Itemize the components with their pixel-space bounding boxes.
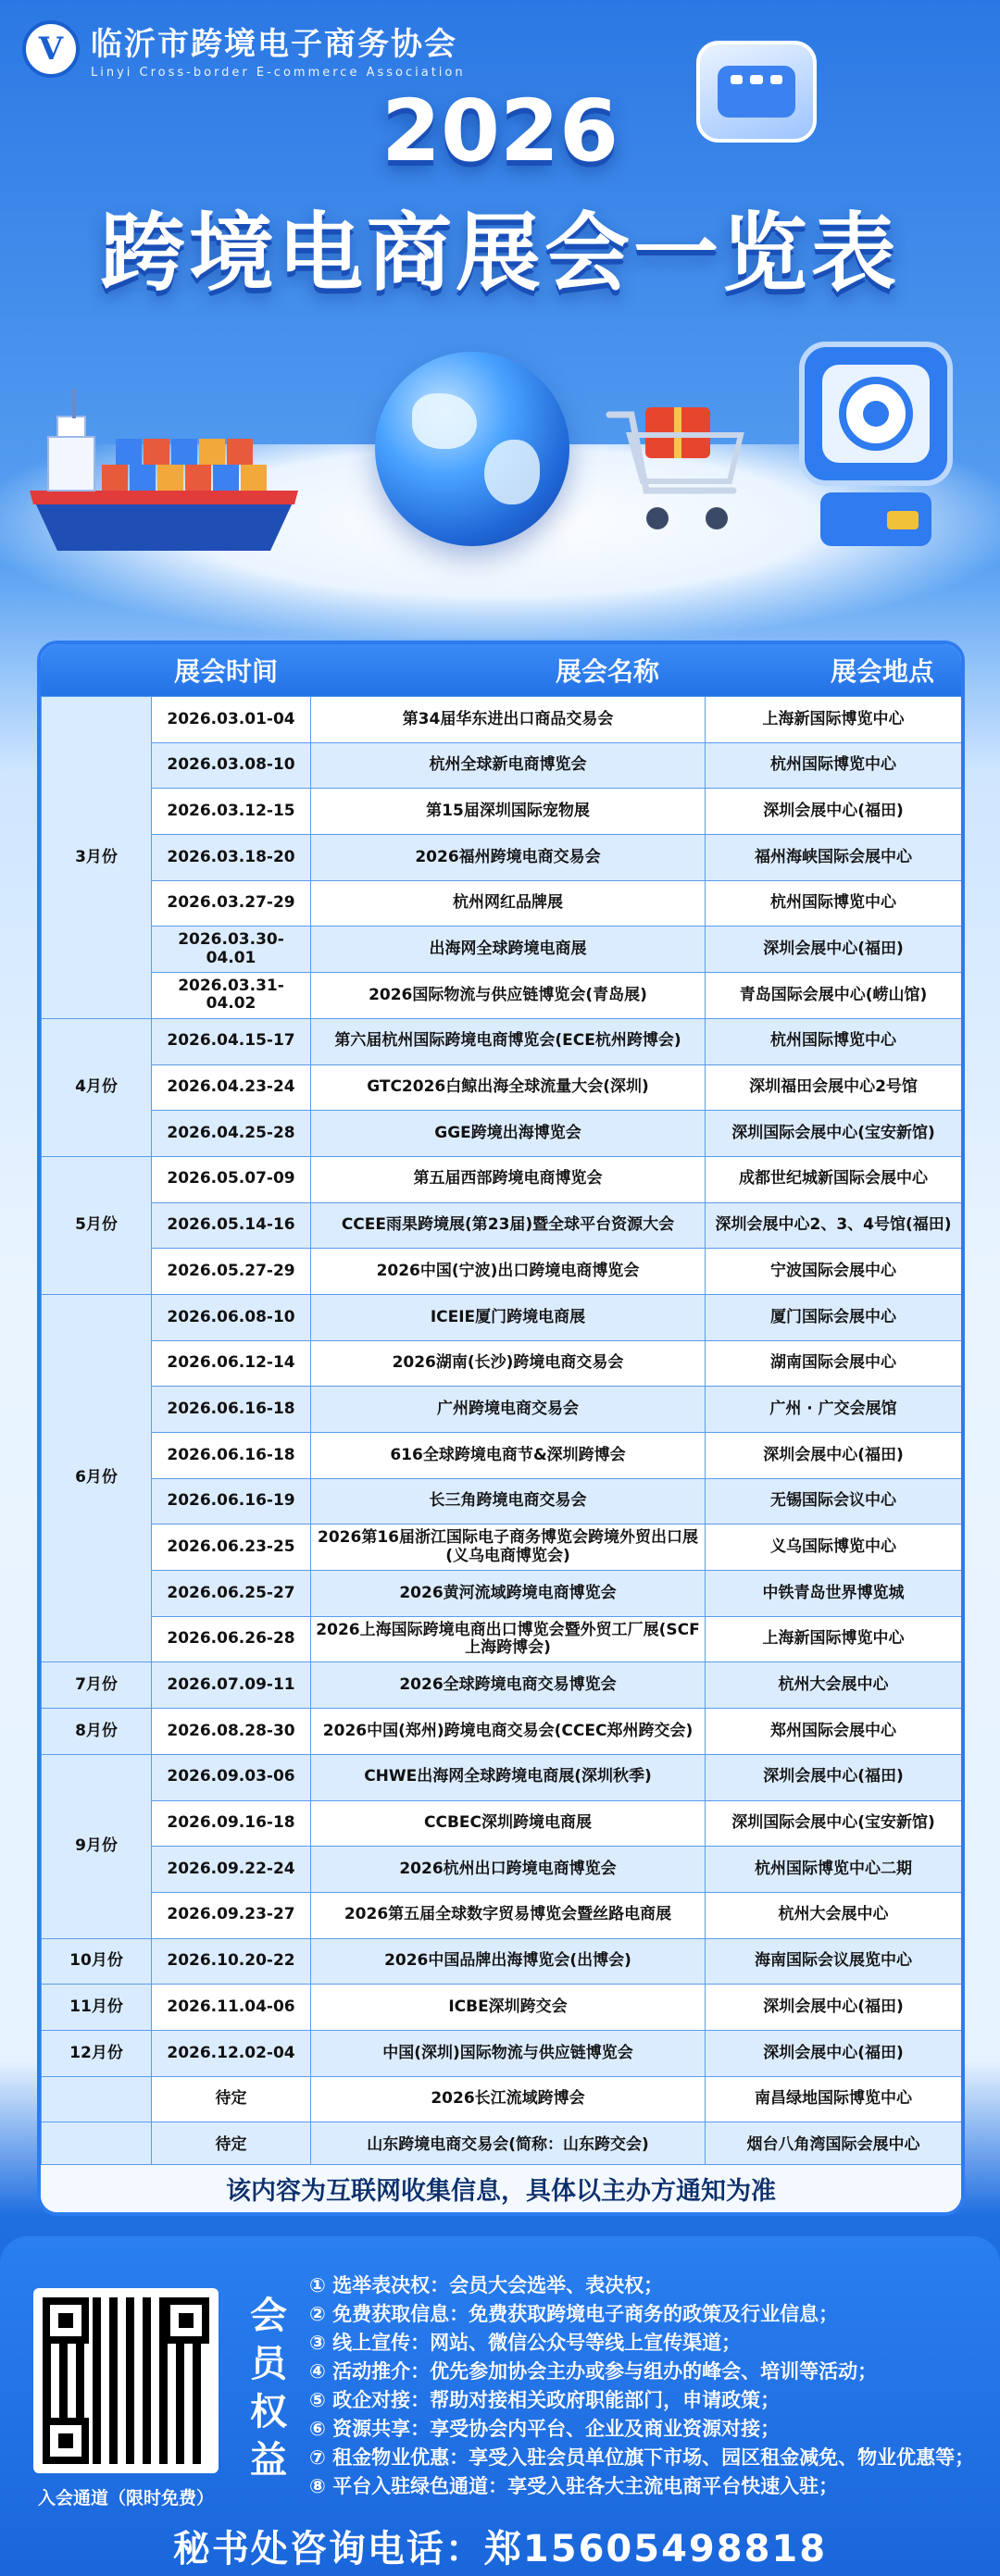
location-cell: 成都世纪城新国际会展中心 [706,1156,962,1202]
name-cell: 中国(深圳)国际物流与供应链博览会 [311,2030,706,2076]
header-name: 展会名称 [555,656,659,687]
date-cell: 待定 [152,2076,311,2122]
date-cell: 2026.12.02-04 [152,2030,311,2076]
date-cell: 待定 [152,2122,311,2169]
name-cell: 2026第16届浙江国际电子商务博览会跨境外贸出口展(义乌电商博览会) [311,1524,706,1571]
table-header [41,644,961,696]
header-time: 展会时间 [173,656,278,687]
name-cell: 出海网全球跨境电商展 [311,927,706,973]
table-row [42,1524,962,1571]
date-cell: 2026.06.16-18 [152,1433,311,1479]
table-row [42,742,962,789]
name-cell: 2026中国(宁波)出口跨境电商博览会 [311,1249,706,1295]
date-cell: 2026.06.08-10 [152,1294,311,1340]
table-row [42,1156,962,1202]
name-cell: 2026上海国际跨境电商出口博览会暨外贸工厂展(SCF上海跨博会) [311,1616,706,1662]
poster-header [0,0,1000,639]
month-cell: 8月份 [42,1709,152,1755]
location-cell: 杭州国际博览中心二期 [706,1847,962,1893]
benefit-title: 会 员 权 益 [250,2295,287,2482]
table-body [41,696,961,2169]
table-row [42,697,962,743]
location-cell: 深圳会展中心(福田) [706,1754,962,1800]
location-cell: 杭州国际博览中心 [706,742,962,789]
table-row [42,1709,962,1755]
name-cell: 2026福州跨境电商交易会 [311,835,706,881]
location-cell: 湖南国际会展中心 [706,1340,962,1387]
location-cell: 深圳会展中心(福田) [706,1985,962,2031]
date-cell: 2026.05.27-29 [152,1249,311,1295]
benefit-item: ⑤ 政企对接：帮助对接相关政府职能部门，申请政策； [309,2389,781,2411]
table-row [42,1111,962,1157]
month-cell: 7月份 [42,1662,152,1709]
benefit-item: ④ 活动推介：优先参加协会主办或参与组办的峰会、培训等活动； [309,2360,878,2383]
globe-icon [375,352,569,546]
exhibition-table [37,641,965,2216]
location-cell: 上海新国际博览中心 [706,1616,962,1662]
date-cell: 2026.07.09-11 [152,1662,311,1709]
association-logo-icon: V [22,20,80,78]
name-cell: 杭州网红品牌展 [311,880,706,927]
location-cell: 深圳会展中心(福田) [706,789,962,835]
name-cell: 2026全球跨境电商交易博览会 [311,1662,706,1709]
name-cell: 616全球跨境电商节&深圳跨博会 [311,1433,706,1479]
date-cell: 2026.05.07-09 [152,1156,311,1202]
month-cell: 6月份 [42,1294,152,1662]
location-cell: 烟台八角湾国际会展中心 [706,2122,962,2169]
cargo-ship-icon [20,380,326,565]
org-name-en: Linyi Cross-border E-commerce Association [91,66,466,80]
name-cell: 2026国际物流与供应链博览会(青岛展) [311,973,706,1019]
location-cell: 深圳福田会展中心2号馆 [706,1064,962,1111]
table-row [42,835,962,881]
month-cell [42,2076,152,2122]
name-cell: 2026第五届全球数字贸易博览会暨丝路电商展 [311,1892,706,1938]
month-cell [42,2122,152,2169]
name-cell: 2026杭州出口跨境电商博览会 [311,1847,706,1893]
table-row [42,1433,962,1479]
table-row [42,2030,962,2076]
month-cell: 11月份 [42,1985,152,2031]
benefit-item: ⑥ 资源共享：享受协会内平台、企业及商业资源对接； [309,2418,781,2440]
table-row [42,1662,962,1709]
table-row [42,880,962,927]
robot-terminal-icon [783,335,969,557]
benefit-item: ③ 线上宣传：网站、微信公众号等线上宣传渠道； [309,2332,742,2354]
table-row [42,1387,962,1433]
location-cell: 海南国际会议展览中心 [706,1938,962,1985]
date-cell: 2026.06.16-18 [152,1387,311,1433]
month-cell: 5月份 [42,1156,152,1294]
exhibition-grid [41,696,962,2169]
location-cell: 上海新国际博览中心 [706,697,962,743]
name-cell: ICBE深圳跨交会 [311,1985,706,2031]
table-row [42,973,962,1019]
name-cell: CCEE雨果跨境展(第23届)暨全球平台资源大会 [311,1202,706,1249]
location-cell: 青岛国际会展中心(崂山馆) [706,973,962,1019]
date-cell: 2026.03.31-04.02 [152,973,311,1019]
benefit-item: ⑦ 租金物业优惠：享受入驻会员单位旗下市场、园区租金减免、物业优惠等； [309,2446,975,2469]
month-cell: 3月份 [42,697,152,1019]
name-cell: 山东跨境电商交易会(简称：山东跨交会) [311,2122,706,2169]
date-cell: 2026.03.30-04.01 [152,927,311,973]
shopping-cart-icon [604,389,752,546]
name-cell: 广州跨境电商交易会 [311,1387,706,1433]
table-row [42,2076,962,2122]
location-cell: 杭州国际博览中心 [706,880,962,927]
month-cell: 4月份 [42,1018,152,1156]
table-row [42,1202,962,1249]
org-name-cn: 临沂市跨境电子商务协会 [91,26,457,63]
membership-qr-code[interactable] [33,2288,219,2473]
date-cell: 2026.09.22-24 [152,1847,311,1893]
location-cell: 深圳国际会展中心(宝安新馆) [706,1111,962,1157]
table-row [42,1847,962,1893]
name-cell: 2026中国品牌出海博览会(出博会) [311,1938,706,1985]
benefit-item: ② 免费获取信息：免费获取跨境电子商务的政策及行业信息； [309,2303,839,2325]
date-cell: 2026.04.23-24 [152,1064,311,1111]
table-row [42,1754,962,1800]
location-cell: 厦门国际会展中心 [706,1294,962,1340]
table-row [42,1340,962,1387]
location-cell: 无锡国际会议中心 [706,1478,962,1524]
table-row [42,1800,962,1847]
name-cell: 第15届深圳国际宠物展 [311,789,706,835]
disclaimer-notice: 该内容为互联网收集信息，具体以主办方通知为准 [41,2164,961,2212]
benefit-item: ① 选举表决权：会员大会选举、表决权； [309,2274,664,2296]
name-cell: 长三角跨境电商交易会 [311,1478,706,1524]
name-cell: 第34届华东进出口商品交易会 [311,697,706,743]
name-cell: 2026长江流域跨博会 [311,2076,706,2122]
location-cell: 深圳国际会展中心(宝安新馆) [706,1800,962,1847]
location-cell: 南昌绿地国际博览中心 [706,2076,962,2122]
table-row [42,1938,962,1985]
location-cell: 杭州大会展中心 [706,1892,962,1938]
table-row [42,1985,962,2031]
name-cell: GGE跨境出海博览会 [311,1111,706,1157]
date-cell: 2026.10.20-22 [152,1938,311,1985]
date-cell: 2026.04.25-28 [152,1111,311,1157]
date-cell: 2026.06.23-25 [152,1524,311,1571]
name-cell: 2026湖南(长沙)跨境电商交易会 [311,1340,706,1387]
header-location: 展会地点 [830,656,934,687]
association-logo-block [22,19,466,80]
title-year: 2026 [381,81,619,180]
month-cell: 12月份 [42,2030,152,2076]
table-row [42,789,962,835]
table-row [42,1018,962,1064]
location-cell: 杭州大会展中心 [706,1662,962,1709]
date-cell: 2026.11.04-06 [152,1985,311,2031]
table-row [42,1616,962,1662]
table-row [42,1249,962,1295]
name-cell: 第六届杭州国际跨境电商博览会(ECE杭州跨博会) [311,1018,706,1064]
location-cell: 深圳会展中心(福田) [706,2030,962,2076]
location-cell: 广州 · 广交会展馆 [706,1387,962,1433]
date-cell: 2026.06.12-14 [152,1340,311,1387]
location-cell: 深圳会展中心(福田) [706,927,962,973]
month-cell: 10月份 [42,1938,152,1985]
table-row [42,927,962,973]
date-cell: 2026.03.01-04 [152,697,311,743]
date-cell: 2026.03.12-15 [152,789,311,835]
table-row [42,1064,962,1111]
location-cell: 中铁青岛世界博览城 [706,1571,962,1617]
date-cell: 2026.06.16-19 [152,1478,311,1524]
name-cell: 第五届西部跨境电商博览会 [311,1156,706,1202]
table-row [42,1294,962,1340]
name-cell: 杭州全球新电商博览会 [311,742,706,789]
name-cell: 2026中国(郑州)跨境电商交易会(CCEC郑州跨交会) [311,1709,706,1755]
name-cell: CCBEC深圳跨境电商展 [311,1800,706,1847]
benefit-item: ⑧ 平台入驻绿色通道：享受入驻各大主流电商平台快速入驻； [309,2475,839,2497]
location-cell: 福州海峡国际会展中心 [706,835,962,881]
table-row [42,2122,962,2169]
date-cell: 2026.03.27-29 [152,880,311,927]
date-cell: 2026.05.14-16 [152,1202,311,1249]
location-cell: 杭州国际博览中心 [706,1018,962,1064]
table-row [42,1571,962,1617]
date-cell: 2026.03.08-10 [152,742,311,789]
date-cell: 2026.03.18-20 [152,835,311,881]
name-cell: ICEIE厦门跨境电商展 [311,1294,706,1340]
name-cell: GTC2026白鲸出海全球流量大会(深圳) [311,1064,706,1111]
location-cell: 深圳会展中心(福田) [706,1433,962,1479]
consult-hotline: 秘书处咨询电话：郑15605498818 [172,2528,828,2570]
date-cell: 2026.04.15-17 [152,1018,311,1064]
table-row [42,1892,962,1938]
location-cell: 深圳会展中心2、3、4号馆(福田) [706,1202,962,1249]
location-cell: 宁波国际会展中心 [706,1249,962,1295]
location-cell: 郑州国际会展中心 [706,1709,962,1755]
benefit-list [309,2271,985,2501]
date-cell: 2026.06.25-27 [152,1571,311,1617]
month-cell: 9月份 [42,1754,152,1938]
date-cell: 2026.06.26-28 [152,1616,311,1662]
name-cell: 2026黄河流域跨境电商博览会 [311,1571,706,1617]
date-cell: 2026.09.23-27 [152,1892,311,1938]
membership-footer [0,2236,1000,2576]
date-cell: 2026.09.03-06 [152,1754,311,1800]
location-cell: 义乌国际博览中心 [706,1524,962,1571]
date-cell: 2026.09.16-18 [152,1800,311,1847]
name-cell: CHWE出海网全球跨境电商展(深圳秋季) [311,1754,706,1800]
date-cell: 2026.08.28-30 [152,1709,311,1755]
table-row [42,1478,962,1524]
qr-label: 入会通道（限时免费） [37,2488,214,2508]
page-title: 跨境电商展会一览表 [99,204,900,303]
